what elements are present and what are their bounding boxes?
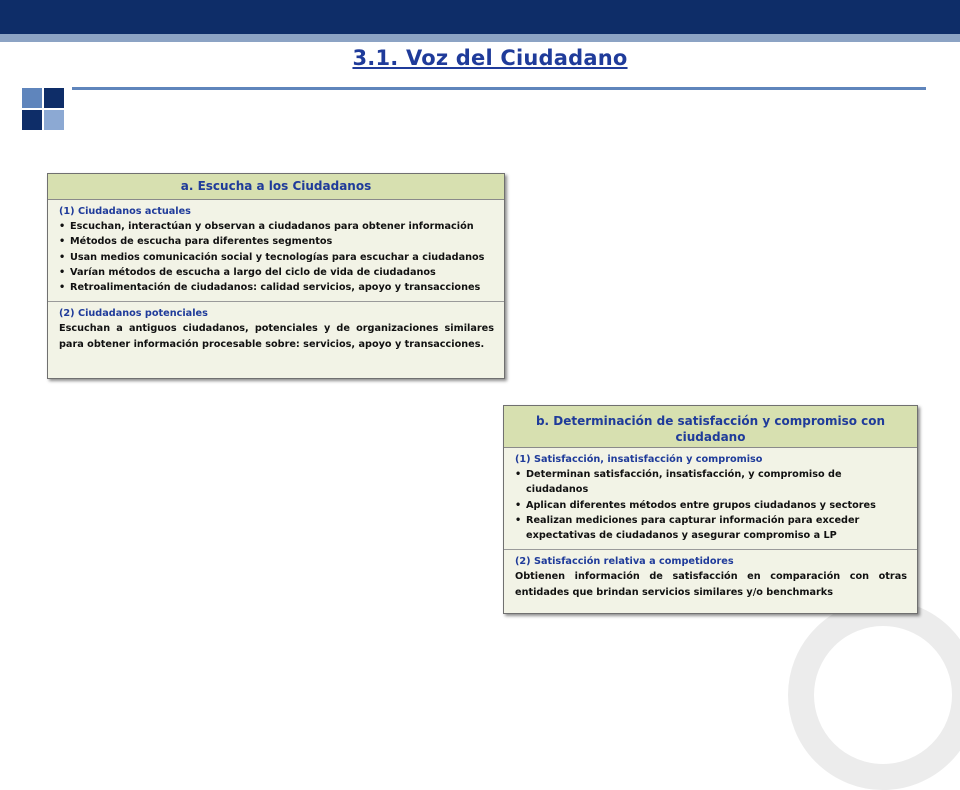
- box-a-header: a. Escucha a los Ciudadanos: [48, 174, 504, 200]
- list-item: • Métodos de escucha para diferentes segmentos: [59, 234, 494, 249]
- box-satisfaccion-compromiso: [503, 405, 918, 614]
- top-banner: [0, 0, 960, 34]
- list-item: • Usan medios comunicación social y tecnologías para escuchar a ciudadanos: [59, 250, 494, 265]
- box-a-bullet-list: [59, 219, 494, 295]
- list-item: • Varían métodos de escucha a largo del ciclo de vida de ciudadanos: [59, 265, 494, 280]
- title-divider: [72, 87, 926, 90]
- box-b-header: b. Determinación de satisfacción y compromiso con ciudadano: [504, 406, 917, 448]
- box-b-section-1-title: (1) Satisfacción, insatisfacción y compromiso: [515, 454, 763, 465]
- box-a-section-2: [48, 301, 504, 358]
- box-b-section-2-text: Obtienen información de satisfacción en comparación con otras entidades que brindan servicios similares y/o benchmarks: [515, 571, 907, 598]
- top-banner-accent: [0, 34, 960, 42]
- box-a-section-2-text: Escuchan a antiguos ciudadanos, potenciales y de organizaciones similares para obtener información procesable sobre: servicios, apoyo y transacciones.: [59, 323, 494, 350]
- box-escucha-ciudadanos: [47, 173, 505, 379]
- box-b-section-2-title: (2) Satisfacción relativa a competidores: [515, 556, 734, 568]
- box-b-section-2: [504, 549, 917, 606]
- slide-title: 3.1. Voz del Ciudadano: [352, 46, 628, 70]
- box-a-section-1-title: (1) Ciudadanos actuales: [59, 206, 191, 217]
- box-a-section-1: [48, 200, 504, 301]
- list-item: • Escuchan, interactúan y observan a ciudadanos para obtener información: [59, 219, 494, 234]
- watermark-logo-icon: [788, 600, 960, 790]
- box-b-bullet-list: [515, 467, 907, 543]
- box-a-section-2-title: (2) Ciudadanos potenciales: [59, 308, 208, 320]
- decorative-squares-icon: [22, 88, 66, 132]
- list-item: • Retroalimentación de ciudadanos: calidad servicios, apoyo y transacciones: [59, 280, 494, 295]
- list-item: • Determinan satisfacción, insatisfacción, y compromiso de ciudadanos: [515, 467, 907, 497]
- list-item: • Realizan mediciones para capturar información para exceder expectativas de ciudadanos y asegurar compromiso a LP: [515, 513, 907, 543]
- list-item: • Aplican diferentes métodos entre grupos ciudadanos y sectores: [515, 498, 907, 513]
- box-b-section-1: [504, 448, 917, 549]
